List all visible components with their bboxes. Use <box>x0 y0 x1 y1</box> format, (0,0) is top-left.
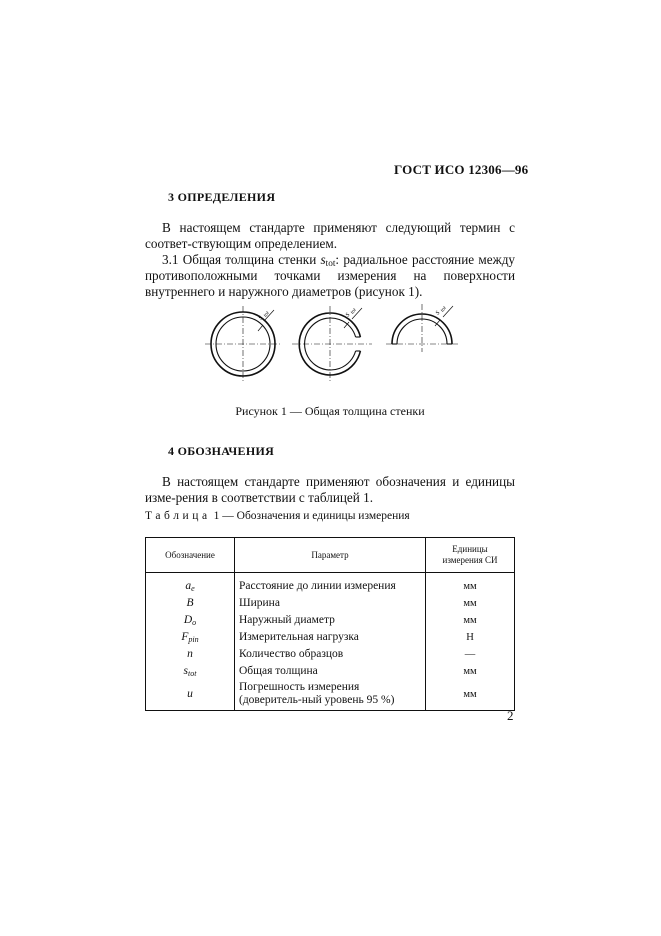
label-full-ring <box>255 307 271 323</box>
row-param: Погрешность измерения (доверитель-ный уровень 95 %) <box>235 680 426 711</box>
section-4-intro: В настоящем стандарте применяют обозначения и единицы изме-рения в соответствии с таблицей 1. <box>145 474 515 505</box>
header-unit-line2: измерения СИ <box>442 555 498 565</box>
symbol-main: u <box>187 687 193 700</box>
page-number: 2 <box>507 708 514 723</box>
definition-symbol: s <box>320 252 326 267</box>
table-caption <box>145 510 410 522</box>
definition-symbol-sub: tot <box>325 258 336 268</box>
symbol-sub: tot <box>187 669 197 678</box>
table-row <box>146 573 515 596</box>
symbol-sub: pin <box>188 635 199 644</box>
table-header-row <box>146 538 515 573</box>
header-unit <box>426 538 515 573</box>
row-unit: мм <box>426 612 515 629</box>
row-symbol <box>146 595 235 612</box>
symbol-sub: e <box>191 584 195 593</box>
row-unit: — <box>426 646 515 663</box>
label-half-shell <box>432 302 448 318</box>
row-param: Измерительная нагрузка <box>235 629 426 646</box>
figure-caption: Рисунок 1 — Общая толщина стенки <box>235 404 425 418</box>
row-param: Количество образцов <box>235 646 426 663</box>
half-label-s: s <box>432 308 442 317</box>
ring-split-diagram <box>292 306 372 382</box>
section-4-title: 4 ОБОЗНАЧЕНИЯ <box>168 444 275 458</box>
symbol-main: D <box>183 614 193 626</box>
ring-label-s: s <box>255 313 265 322</box>
row-unit: мм <box>426 595 515 612</box>
symbol-main: a <box>185 580 192 592</box>
section-3-title: 3 ОПРЕДЕЛЕНИЯ <box>168 190 276 204</box>
row-unit: мм <box>426 663 515 680</box>
section-3-body <box>145 220 515 300</box>
row-unit: мм <box>426 573 515 596</box>
row-unit: Н <box>426 629 515 646</box>
symbol-main: B <box>186 597 194 609</box>
table-row <box>146 680 515 711</box>
half-label-sub: tot <box>439 305 448 314</box>
table-caption-label: Таблица <box>145 510 211 522</box>
row-param: Расстояние до линии измерения <box>235 573 426 596</box>
table-row <box>146 646 515 663</box>
row-symbol <box>146 680 235 711</box>
row-symbol <box>146 646 235 663</box>
table-row <box>146 612 515 629</box>
row-param: Общая толщина <box>235 663 426 680</box>
header-symbol: Обозначение <box>146 538 235 573</box>
split-label-sub: tot <box>349 307 358 316</box>
section-4-body <box>145 474 515 506</box>
row-symbol <box>146 612 235 629</box>
table-caption-text: 1 — Обозначения и единицы измерения <box>210 510 410 522</box>
symbols-table <box>145 537 515 711</box>
ring-full-diagram <box>205 306 281 382</box>
symbol-main: s <box>183 665 188 677</box>
row-param: Наружный диаметр <box>235 612 426 629</box>
symbol-sub: o <box>192 618 197 627</box>
symbol-main: n <box>187 648 193 660</box>
header-param: Параметр <box>235 538 426 573</box>
figure-1-drawing <box>200 290 470 390</box>
section-3-intro: В настоящем стандарте применяют следующий термин с соответ-ствующим определением. <box>145 220 515 251</box>
row-symbol <box>146 573 235 596</box>
table-row <box>146 629 515 646</box>
table-row <box>146 663 515 680</box>
split-label-s: s <box>342 310 352 319</box>
header-unit-line1: Единицы <box>452 544 488 554</box>
half-shell-diagram <box>386 304 458 352</box>
row-symbol <box>146 629 235 646</box>
symbol-main: F <box>181 631 189 643</box>
definition-text: : радиальное расстояние между противоположными точками измерения на поверхности внутреннего и наружного диаметров (рисунок 1). <box>145 252 516 299</box>
table-row <box>146 595 515 612</box>
row-param: Ширина <box>235 595 426 612</box>
row-unit: мм <box>426 680 515 711</box>
row-symbol <box>146 663 235 680</box>
document-header: ГОСТ ИСО 12306—96 <box>394 162 529 177</box>
definition-prefix: 3.1 Общая толщина стенки <box>162 252 321 267</box>
ring-label-sub: tot <box>262 310 271 319</box>
